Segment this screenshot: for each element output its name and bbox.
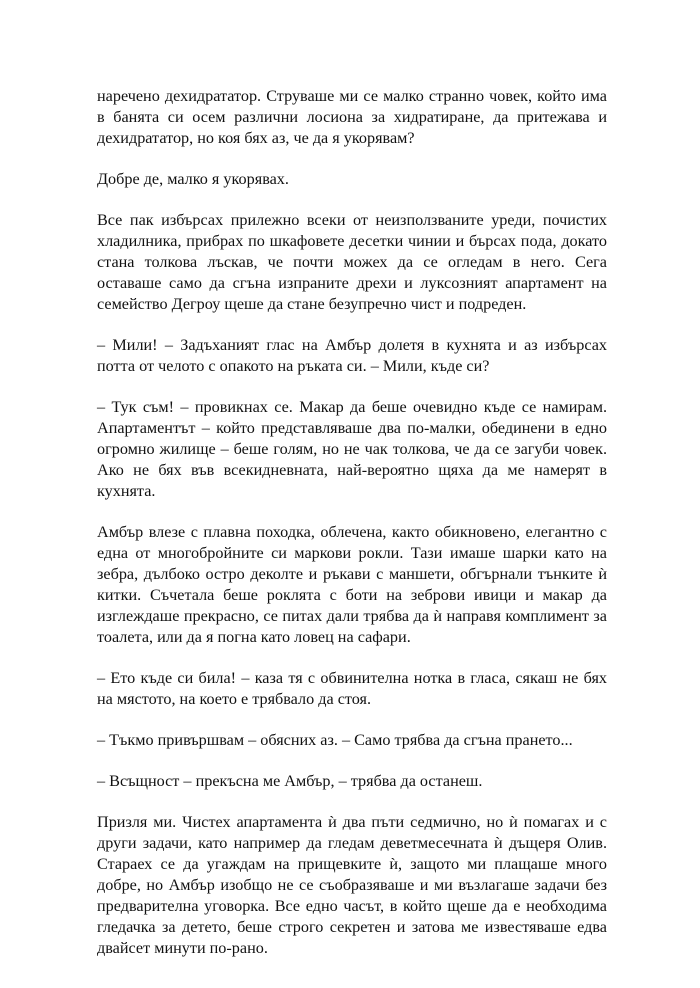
paragraph-4: – Мили! – Задъханият глас на Амбър долетя в кухнята и аз избърсах потта от челото с опакото на ръката си. – Мили, къде си? [97,336,607,375]
paragraph-3: Все пак избърсах прилежно всеки от неизползваните уреди, почистих хладилника, прибрах по шкафовете десетки чинии и бърсах пода, докато стана толкова лъскав, че почти можех да се огледам в него. Сега оставаше само да сгъна изпраните дрехи и луксозният апартамент на семейство Дегроу щеше да стане безупречно чист и подреден. [97,211,607,313]
paragraph-5: – Тук съм! – провикнах се. Макар да беше очевидно къде се намирам. Апартаментът – който представляваше два по-малки, обединени в едно огромно жилище – беше голям, но не чак толкова, че да се загуби човек. Ако не бях във всекидневната, най-вероятно щяха да ме намерят в кухнята. [97,398,607,500]
paragraph-9: – Всъщност – прекъсна ме Амбър, – трябва да останеш. [97,772,483,790]
body-text [97,86,607,979]
paragraph-8: – Тъкмо привършвам – обясних аз. – Само трябва да сгъна прането... [97,731,573,749]
paragraph-2: Добре де, малко я укорявах. [97,170,289,188]
paragraph-7: – Ето къде си била! – каза тя с обвинителна нотка в гласа, сякаш не бях на мястото, на което е трябвало да стоя. [97,669,607,708]
paragraph-1: наречено дехидрататор. Струваше ми се малко странно човек, който има в банята си осем различни лосиона за хидратиране, да притежава и дехидрататор, но коя бях аз, че да я укорявам? [97,87,607,147]
paragraph-10: Призля ми. Чистех апартамента ѝ два пъти седмично, но ѝ помагах и с други задачи, като например да гледам деветмесечната ѝ дъщеря Олив. Стараех се да угаждам на прищевките ѝ, защото ми плащаше много добре, но Амбър изобщо не се съобразяваше и ми възлагаше задачи без предварителна уговорка. Все едно часът, в който щеше да е необходима гледачка за детето, беше строго секретен и затова ме известяваше едва двайсет минути по-рано. [97,813,607,957]
paragraph-6: Амбър влезе с плавна походка, облечена, както обикновено, елегантно с една от многобройните си маркови рокли. Тази имаше шарки като на зебра, дълбоко остро деколте и ръкави с маншети, обгърнали тънките ѝ китки. Съчетала беше роклята с боти на зеброви ивици и макар да изглеждаше прекрасно, се питах дали трябва да ѝ направя комплимент за тоалета, или да я погна като ловец на сафари. [97,523,607,646]
